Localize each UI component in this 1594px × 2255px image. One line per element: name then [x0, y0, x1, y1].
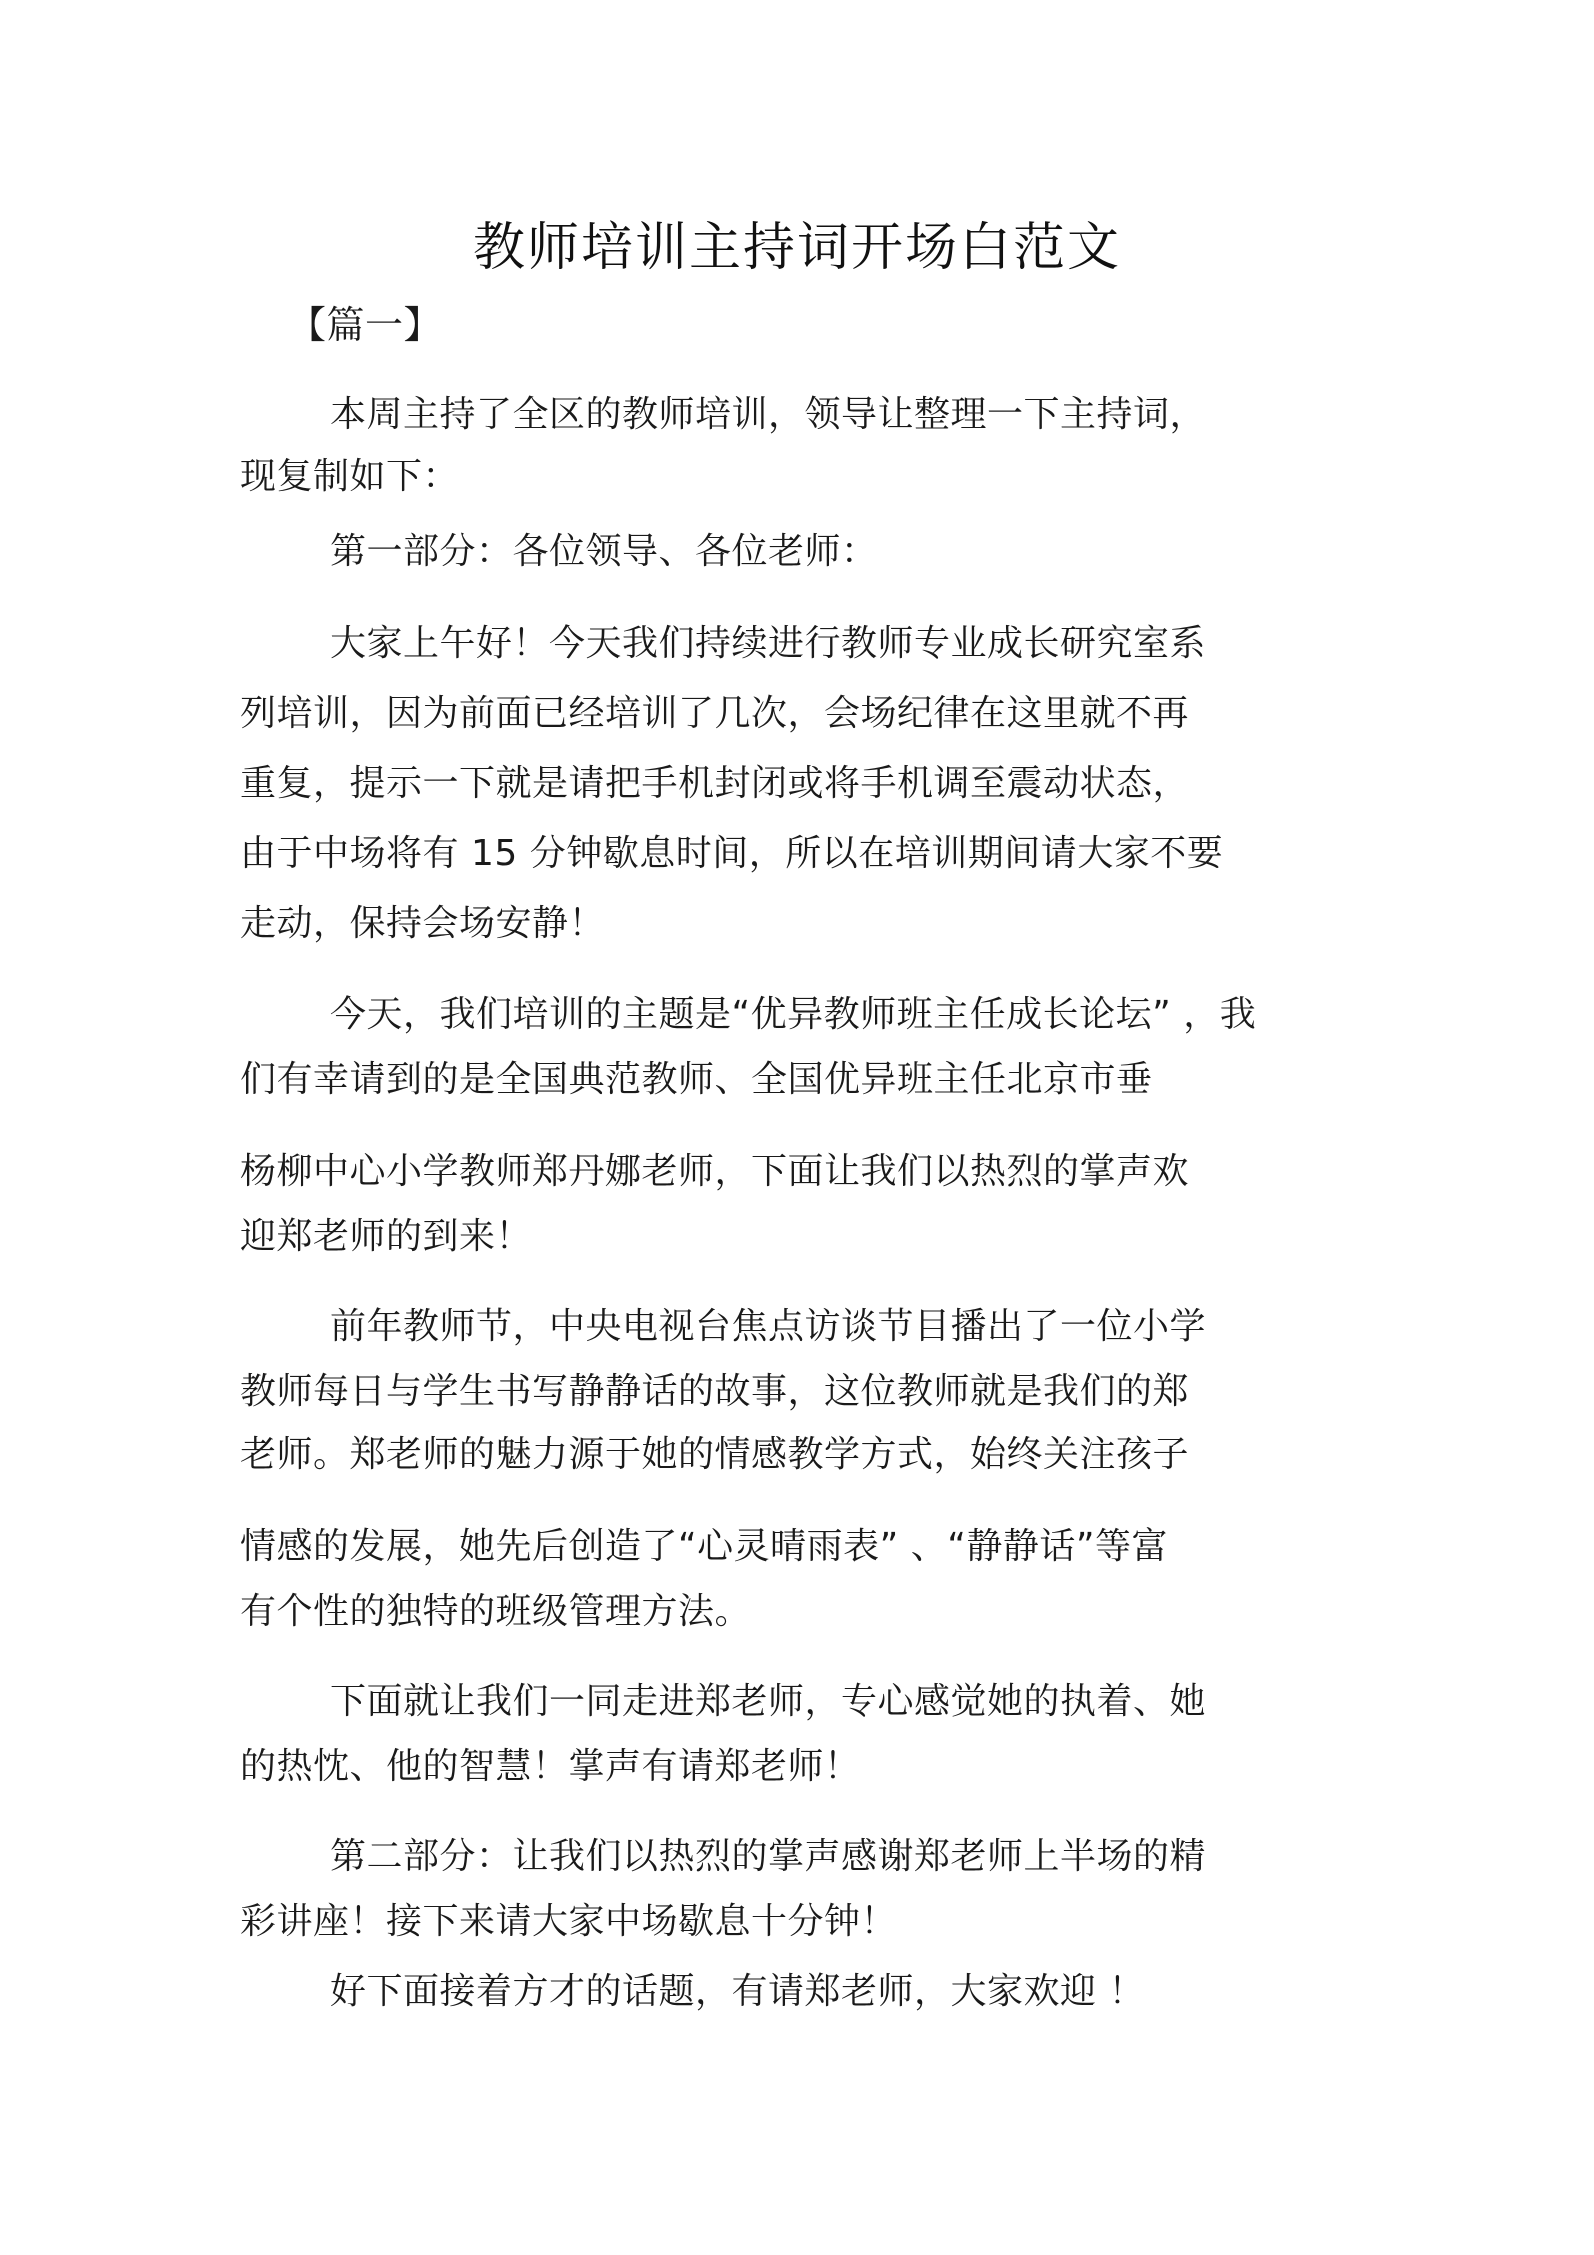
- paragraph-line: 下面就让我们一同走进郑老师，专心感觉她的执着、她: [330, 1681, 1207, 1722]
- paragraph-line: 教师每日与学生书写静静话的故事，这位教师就是我们的郑: [240, 1371, 1190, 1412]
- paragraph-line: 第一部分：各位领导、各位老师：: [330, 531, 878, 572]
- paragraph-line: 的热忱、他的智慧！掌声有请郑老师！: [240, 1746, 861, 1787]
- section-tag: 【篇一】: [288, 303, 443, 347]
- paragraph-line: 今天，我们培训的主题是“优异教师班主任成长论坛” ，我: [330, 994, 1257, 1035]
- paragraph-line: 走动，保持会场安静！: [240, 903, 606, 944]
- paragraph-line: 老师。郑老师的魅力源于她的情感教学方式，始终关注孩子: [240, 1434, 1190, 1475]
- paragraph-line: 第二部分：让我们以热烈的掌声感谢郑老师上半场的精: [330, 1836, 1207, 1877]
- paragraph-line: 前年教师节，中央电视台焦点访谈节目播出了一位小学: [330, 1306, 1207, 1347]
- paragraph-line: 列培训，因为前面已经培训了几次，会场纪律在这里就不再: [240, 693, 1190, 734]
- document-title: 教师培训主持词开场白范文: [472, 218, 1121, 278]
- paragraph-line: 大家上午好！今天我们持续进行教师专业成长研究室系: [330, 623, 1207, 664]
- paragraph-line: 由于中场将有 15 分钟歇息时间，所以在培训期间请大家不要: [240, 833, 1224, 874]
- paragraph-line: 情感的发展，她先后创造了“心灵晴雨表” 、“静静话”等富: [240, 1526, 1169, 1567]
- paragraph-line: 重复，提示一下就是请把手机封闭或将手机调至震动状态，: [240, 763, 1190, 804]
- paragraph-line: 有个性的独特的班级管理方法。: [240, 1591, 752, 1632]
- paragraph-line: 们有幸请到的是全国典范教师、全国优异班主任北京市垂: [240, 1059, 1153, 1100]
- paragraph-line: 好下面接着方才的话题，有请郑老师，大家欢迎 ！: [330, 1971, 1145, 2012]
- paragraph-line: 彩讲座！接下来请大家中场歇息十分钟！: [240, 1901, 898, 1942]
- paragraph-line: 本周主持了全区的教师培训，领导让整理一下主持词，: [330, 394, 1207, 435]
- paragraph-line: 迎郑老师的到来！: [240, 1216, 533, 1257]
- paragraph-line: 现复制如下：: [240, 456, 460, 497]
- paragraph-line: 杨柳中心小学教师郑丹娜老师，下面让我们以热烈的掌声欢: [240, 1151, 1190, 1192]
